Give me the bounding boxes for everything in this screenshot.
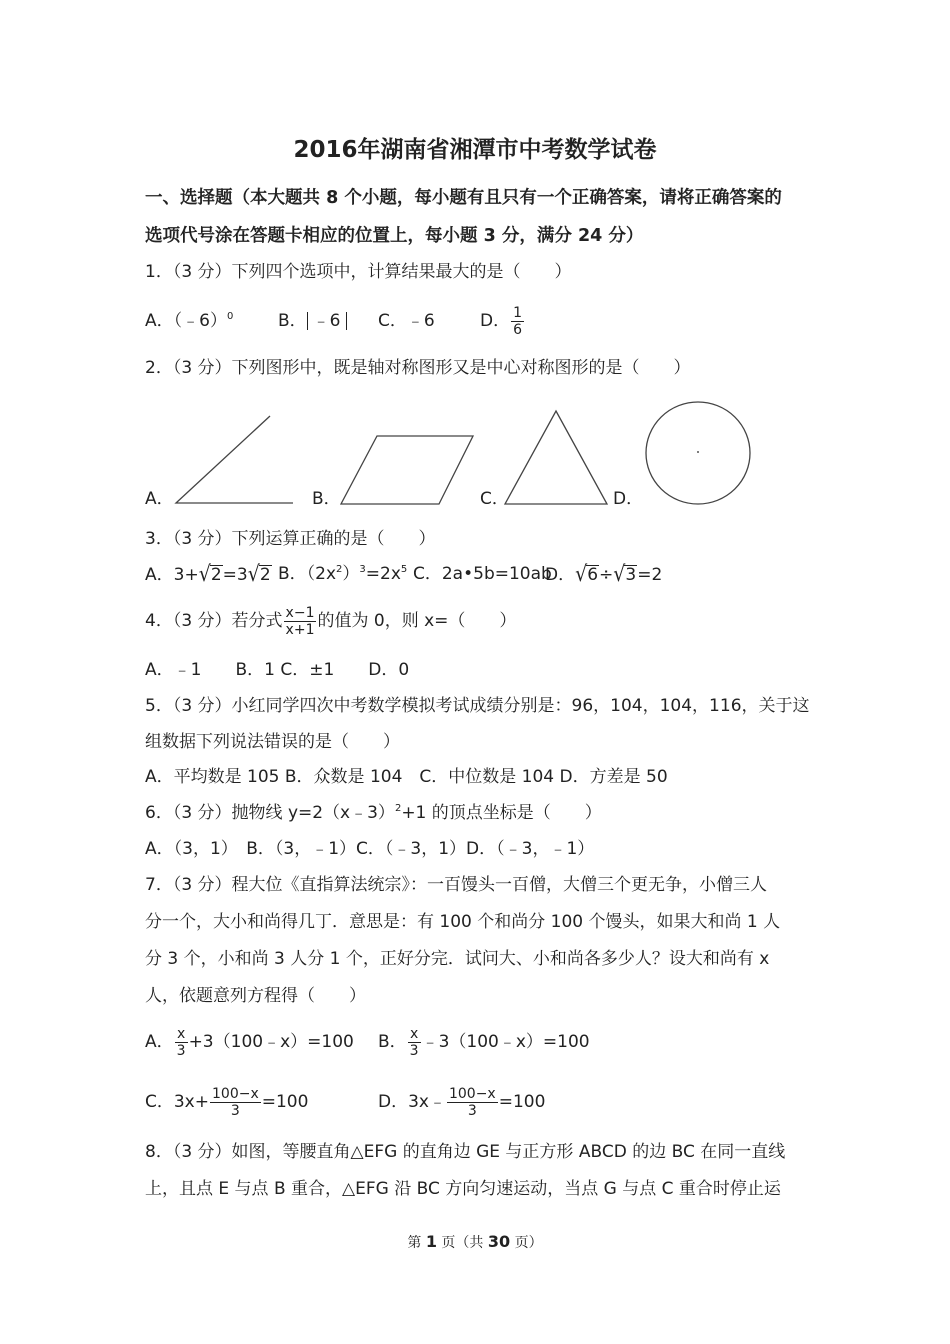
section-heading-line-2: 选项代号涂在答题卡相应的位置上，每小题 3 分，满分 24 分）	[145, 226, 644, 246]
q7-line-1: 7．（3 分）程大位《直指算法统宗》：一百馒头一百僧，大僧三个更无争，小僧三人	[145, 875, 768, 895]
q6-post: +1 的顶点坐标是（ ）	[401, 803, 602, 823]
q3-d-radical-1: √	[575, 561, 588, 587]
q1-option-c: C．﹣6	[378, 311, 435, 331]
q2-figure-parallelogram	[335, 430, 480, 510]
q1-stem: 1．（3 分）下列四个选项中，计算结果最大的是（ ）	[145, 262, 572, 282]
q1-b-label: B．	[278, 311, 307, 331]
q1-option-d	[480, 302, 525, 340]
q3-a-radical-1: √	[198, 561, 211, 587]
parallelogram-shape	[341, 436, 473, 504]
q7-c-prefix: C．3x+	[145, 1092, 209, 1112]
q4-denominator: x+1	[285, 621, 315, 638]
q1-option-a	[145, 310, 233, 332]
q1-d-fraction	[511, 305, 524, 338]
q7-a-label: A．	[145, 1032, 174, 1052]
q1-d-denominator: 6	[513, 321, 523, 338]
q7-b-numerator: x	[408, 1026, 421, 1043]
q7-option-a	[145, 1023, 354, 1061]
circle-center-dot	[697, 451, 699, 453]
q3-a-middle: =3	[222, 565, 248, 585]
footer-middle: 页（共	[436, 1235, 488, 1251]
q7-d-numerator: 100−x	[448, 1085, 496, 1102]
q3-b-prefix: B．（2x	[278, 564, 337, 584]
q7-a-fraction	[175, 1026, 188, 1059]
footer-total-pages: 30	[487, 1232, 511, 1251]
q2-figure-angle	[170, 410, 300, 510]
q1-a-exponent: 0	[226, 311, 234, 322]
triangle-shape	[505, 411, 607, 504]
q3-b-post: =2x	[365, 564, 401, 584]
q3-a-radicand-2: 2	[259, 565, 271, 585]
q7-b-fraction	[408, 1026, 421, 1059]
q7-a-numerator: x	[175, 1026, 188, 1043]
q3-b-exp-2: 3	[359, 564, 366, 575]
q3-d-radicand-2: 3	[625, 565, 637, 585]
q7-b-post: ﹣3（100﹣x）=100	[421, 1032, 590, 1052]
q6-options: A．（3，1） B．（3，﹣1）C．（﹣3，1）D．（﹣3，﹣1）	[145, 839, 595, 859]
q1-a-text: （﹣6）	[173, 311, 227, 331]
q3-d-radical-2: √	[613, 561, 626, 587]
q7-option-b	[378, 1023, 590, 1061]
angle-shape	[176, 416, 293, 503]
q7-d-prefix: D．3x﹣	[378, 1092, 446, 1112]
q4-fraction	[284, 605, 317, 638]
q6-exponent: 2	[394, 803, 402, 814]
q1-d-label: D．	[480, 311, 511, 331]
footer-prefix: 第	[407, 1235, 426, 1251]
q2-figure-circle	[643, 400, 755, 508]
footer-page-number: 1	[425, 1232, 437, 1251]
q4-numerator: x−1	[285, 604, 315, 621]
q7-line-3: 分 3 个，小和尚 3 人分 1 个，正好分完．试问大、小和尚各多少人？设大和尚有 x	[145, 949, 770, 969]
q2-label-a: A．	[145, 489, 174, 509]
q6-stem	[145, 802, 602, 824]
q1-option-b	[278, 310, 347, 332]
q3-option-d	[545, 563, 662, 586]
q3-a-radical-2: √	[247, 561, 260, 587]
q3-option-c: C．2a•5b=10ab	[413, 564, 552, 584]
q3-d-post: =2	[637, 565, 663, 585]
q3-b-exp-3: 5	[400, 564, 408, 575]
q4-options: A．﹣1 B．1 C．±1 D．0	[145, 660, 410, 680]
q4-post: 的值为 0，则 x=（ ）	[317, 611, 517, 631]
q7-d-denominator: 3	[467, 1102, 477, 1119]
q7-d-post: =100	[498, 1092, 546, 1112]
q5-line-2: 组数据下列说法错误的是（ ）	[145, 732, 400, 752]
q2-label-d: D．	[613, 489, 644, 509]
q7-a-denominator: 3	[176, 1042, 186, 1059]
q3-d-prefix: D．	[545, 565, 576, 585]
q3-a-radicand-1: 2	[210, 565, 222, 585]
q7-option-c	[145, 1083, 308, 1121]
q7-b-label: B．	[378, 1032, 407, 1052]
q6-prefix: 6．（3 分）抛物线 y=2（x﹣3）	[145, 803, 395, 823]
q3-d-radicand-1: 6	[587, 565, 599, 585]
q2-stem: 2．（3 分）下列图形中，既是轴对称图形又是中心对称图形的是（ ）	[145, 358, 691, 378]
q3-a-prefix: A．3+	[145, 565, 199, 585]
q3-option-a	[145, 563, 272, 586]
q5-line-1: 5．（3 分）小红同学四次中考数学模拟考试成绩分别是：96，104，104，116，关于这	[145, 696, 810, 716]
q4-prefix: 4．（3 分）若分式	[145, 611, 283, 631]
q2-figure-triangle	[500, 407, 615, 510]
q3-d-divide: ÷	[599, 565, 614, 585]
q7-d-fraction	[447, 1086, 498, 1119]
page-footer	[0, 1231, 950, 1254]
q3-option-b	[278, 563, 407, 585]
q7-line-2: 分一个，大小和尚得几丁．意思是：有 100 个和尚分 100 个馒头，如果大和尚 1 人	[145, 912, 781, 932]
page-title: 2016年湖南省湘潭市中考数学试卷	[293, 137, 657, 163]
q1-d-numerator: 1	[513, 304, 523, 321]
q1-b-abs-value: ﹣6	[307, 312, 347, 330]
q8-line-2: 上，且点 E 与点 B 重合，△EFG 沿 BC 方向匀速运动，当点 G 与点 C 重合时停止运	[145, 1179, 781, 1199]
q7-c-post: =100	[261, 1092, 309, 1112]
q1-a-label: A．	[145, 311, 174, 331]
q7-line-4: 人，依题意列方程得（ ）	[145, 986, 366, 1006]
q3-b-exp-1: 2	[336, 564, 343, 575]
q5-options: A．平均数是 105 B．众数是 104 C．中位数是 104 D．方差是 50	[145, 767, 668, 787]
q3-b-middle: ）	[342, 564, 360, 584]
q7-a-post: +3（100﹣x）=100	[188, 1032, 354, 1052]
q2-label-c: C．	[480, 489, 509, 509]
q2-label-b: B．	[312, 489, 341, 509]
q3-stem: 3．（3 分）下列运算正确的是（ ）	[145, 529, 436, 549]
section-heading-line-1: 一、选择题（本大题共 8 个小题，每小题有且只有一个正确答案，请将正确答案的	[145, 188, 782, 208]
q7-c-fraction	[210, 1086, 261, 1119]
q4-stem	[145, 602, 516, 640]
q8-line-1: 8．（3 分）如图，等腰直角△EFG 的直角边 GE 与正方形 ABCD 的边 BC 在同一直线	[145, 1142, 786, 1162]
footer-suffix: 页）	[510, 1235, 543, 1251]
q7-c-numerator: 100−x	[212, 1085, 259, 1102]
q7-c-denominator: 3	[230, 1102, 240, 1119]
q7-b-denominator: 3	[409, 1042, 419, 1059]
q7-option-d	[378, 1083, 545, 1121]
